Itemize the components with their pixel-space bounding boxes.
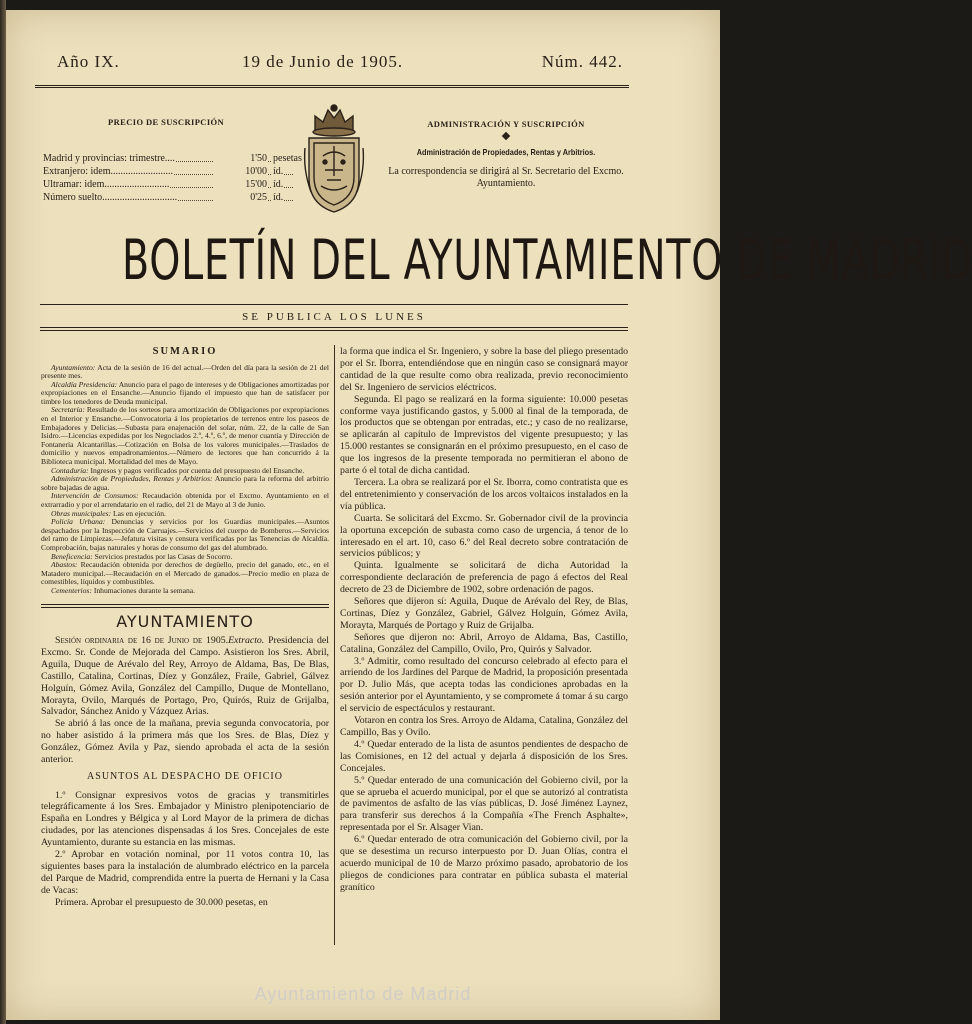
asuntos-heading: ASUNTOS AL DESPACHO DE OFICIO (87, 771, 283, 782)
agenda-item: Señores que dijeron no: Abril, Arroyo de Aldama, Bas, Castillo, Catalina, González del Campillo, Ovilo, Pro, Quirós y Salvador. (340, 631, 628, 655)
summary-paragraph: Beneficencia: Servicios prestados por las Casas de Socorro. (51, 551, 233, 561)
masthead (35, 48, 629, 88)
summary-paragraph: Administración de Propiedades, Rentas y Arbitrios: Anuncio para la reforma del arbitrio sobre bajadas de agua. (41, 474, 329, 492)
agenda-item: 2.º Aprobar en votación nominal, por 11 votos contra 10, las siguientes bases para la instalación de alumbrado eléctrico en la parcela del Parque de Madrid, comprendida entre la puerta de Hernani y la Casa de Vacas: (41, 849, 329, 896)
divider (41, 604, 329, 605)
agenda-item: 4.º Quedar enterado de la lista de asuntos pendientes de despacho de las Comisiones, en 12 del actual y dejarla á disposición de los Sres. Concejales. (340, 738, 628, 774)
summary-paragraph: Alcaldía Presidencia: Anuncio para el pago de intereses y de Obligaciones amortizadas por expropiaciones en el Ensanche.—Anuncio fijando el impuesto que han de satisfacer por timbre los tenedores de Deuda municipal. (41, 379, 330, 406)
issue-year: Año IX. (57, 52, 120, 71)
summary-paragraph: Abastos: Recaudación obtenida por derechos de degüello, precio del ganado, etc., en el Matadero municipal.—Recaudación en el Mercado de ganados.—Precio medio en plaza de comestibles, líquidos y combustibles. (41, 560, 329, 587)
price-unit: pesetas (273, 153, 302, 164)
price-value: 1'50 (213, 152, 267, 165)
issue-number: Núm. 442. (541, 52, 623, 71)
section-title: AYUNTAMIENTO (116, 611, 254, 631)
session-paragraph: Se abrió á las once de la mañana, previa segunda convocatoria, por no haber asistido á la primera más que los Sres. de Blas, Díez y González, Gómez Avila y Paz, siendo aprobada el acta de la sesión anterior. (41, 718, 329, 766)
agenda-item: Quinta. Igualmente se solicitará de dicha Autoridad la correspondiente declaración de preferencia de pago á efectos del Real decreto de 23 de Diciembre de 1902, sobre ordenación de pagos. (340, 560, 628, 596)
price-unit: íd. (273, 192, 284, 203)
summary-paragraph: Contaduría: Ingresos y pagos verificados por cuenta del presupuesto del Ensanche. (51, 465, 305, 475)
price-row (43, 191, 293, 204)
price-value: 10'00 (213, 165, 267, 178)
price-label: Ultramar: idem.......................... (43, 179, 170, 190)
agenda-item: Tercera. La obra se realizará por el Sr. Iborra, como contratista que es del entretenimiento y conservación de los arcos voltaicos instalados en la vía pública. (340, 476, 628, 512)
price-row (43, 178, 293, 191)
session-paragraph: Sesión ordinaria de 16 de Junio de 1905.Extracto. Presidencia del Excmo. Sr. Conde de Mejorada del Campo. Asistieron los Sres. Abril, Aguila, Duque de Arévalo del Rey, Arroyo de Aldama, Bas, De Blas, Castillo, Catalina, Cortinas, Díez y González, Fraile, Gabriel, Gálvez Holguín, Gómez Avila, González del Campillo, Duque de Montellano, Morayta, Ovilo, Marqués de Portago, Pro, Quirós, Ruiz de Grijalba, Salvador, Sánchez Anido y Vázquez Arias. (41, 635, 329, 718)
divider (40, 327, 628, 328)
summary-paragraph: Secretaría: Resultado de los sorteos para amortización de Obligaciones por expropiaciones en el Interior y Ensanche.—Convocatoria á los propietarios de terrenos entre los paseos de Embajadores y Delicias.—Subasta para enajenación del solar, núm. 22, de la calle de San Isidro.—Licencias expedidas por los Negociados 2.º, 4.º, 6.º, de menor cuantía y Dirección de Fontanería Alcantarillas.—Cotización en Bolsa de los valores municipales.—Traslados de domicilio y nuevos empadronamientos.—Número de lectores que han concurrido á la Biblioteca municipal. Mortalidad del mes de Mayo. (41, 405, 329, 467)
sumario-heading: SUMARIO (152, 346, 218, 357)
agenda-item: Votaron en contra los Sres. Arroyo de Aldama, Catalina, González del Campillo, Bas y Ovilo. (340, 715, 628, 738)
price-table (43, 152, 302, 204)
price-label: Extranjero: idem......................... (43, 166, 173, 177)
agenda-item: Señores que dijeron sí: Aguila, Duque de Arévalo del Rey, de Blas, Cortinas, Díez y González, Gabriel, Gálvez Holguín, Gómez Avila, Morayta, Marqués de Portago y Ruiz de Grijalba. (340, 596, 628, 631)
admin-title: ADMINISTRACIÓN Y SUSCRIPCIÓN (427, 119, 585, 129)
agenda-item: Primera. Aprobar el presupuesto de 30.000 pesetas, en (55, 896, 268, 908)
agenda-item: 3.º Admitir, como resultado del concurso celebrado al efecto para el arriendo de los Jardines del Parque de Madrid, la proposición presentada por D. Julio Más, que acepta todas las condiciones aprobadas en la sesión anterior por el Ayuntamiento, y se compromete á tomar á su cargo el servicio de espectáculos y restaurant. (340, 655, 628, 715)
summary-paragraph: Ayuntamiento: Acta de la sesión de 16 del actual.—Orden del día para la sesión de 21 del presente mes. (41, 362, 329, 381)
publication-note: SE PUBLICA LOS LUNES (242, 311, 426, 323)
price-label: Madrid y provincias: trimestre.... (43, 153, 175, 164)
watermark-footer: Ayuntamiento de Madrid (254, 984, 472, 1004)
ornament-diamond-icon (502, 132, 510, 140)
issue-date: 19 de Junio de 1905. (242, 52, 404, 71)
price-unit: íd. (273, 179, 284, 190)
admin-subtitle: Administración de Propiedades, Rentas y Arbitrios. (416, 147, 596, 157)
madrid-coat-of-arms-icon (301, 100, 367, 216)
divider (40, 330, 628, 331)
agenda-item: 5.º Quedar enterado de una comunicación del Gobierno civil, por la que se aprueba el acuerdo municipal, por el que se autorizó al contratista de pavimentos de asfalto de las vías públicas, D. José Jiménez Laynez, para transferir sus derechos á la Compañía «The French Asphalte», representada por el Sr. Alsager Vian. (340, 774, 628, 834)
agenda-item: 6.º Quedar enterado de otra comunicación del Gobierno civil, por la que se desestima un recurso interpuesto por D. Juan Olías, contra el acuerdo municipal de 10 de Marzo próximo pasado, aprobatorio de los pliegos de condiciones para contratar en pública subasta el material granítico (340, 834, 628, 893)
agenda-item: la forma que indica el Sr. Ingeniero, y sobre la base del pliego presentado por el Sr. Iborra, entendiéndose que en ningún caso se consignará mayor cantidad de la que resulte como obra realizada, previo reconocimiento del Sr. Ingeniero de servicios eléctricos. (340, 346, 628, 393)
price-unit: íd. (273, 166, 284, 177)
subscription-title: PRECIO DE SUSCRIPCIÓN (108, 117, 225, 127)
right-column (340, 346, 628, 894)
agenda-item: 1.º Consignar expresivos votos de gracias y transmitirles telegráficamente á los Sres. Embajador y Ministro plenipotenciario de España en Londres y Bélgica y al Lord Mayor de la primera de dichas ciudades, por las atenciones dispensadas á los Sres. Concejales de este Ayuntamiento, durante su estancia en las mismas. (41, 789, 329, 849)
price-value: 0'25 (213, 191, 267, 204)
left-column (41, 346, 329, 909)
summary-paragraph: Policía Urbana: Denuncias y servicios por los Guardias municipales.—Asuntos despachados por la Inspección de Carruajes.—Servicios del cuerpo de Bomberos.—Servicios del ramo de Limpiezas.—Jefatura visitas y censura verificadas por las Tenencias de Alcaldía. Comprobación, bajas naturales y horas de consumo del gas del alumbrado. (41, 517, 329, 552)
agenda-item: Segunda. El pago se realizará en la forma siguiente: 10.000 pesetas conforme vaya justificando gastos, y 5.000 al final de la temporada, de los productos que se obtengan por entradas, etc.; y caso de no realizarse, se aplicarán al capítulo de Imprevistos del vigente presupuesto; y las 15.000 restantes se consignarán en el próximo presupuesto, en el caso de que los ingresos de la presente temporada no permitieran el abono de parte ó el total de dicha cantidad. (340, 393, 628, 477)
price-row (43, 165, 293, 178)
price-value: 15'00 (213, 178, 267, 191)
administration-block (382, 119, 630, 190)
price-label: Número suelto.............................. (43, 192, 178, 203)
summary-paragraph: Cementerios: Inhumaciones durante la semana. (51, 585, 196, 595)
divider (41, 607, 329, 608)
newspaper-title: BOLETÍN DEL AYUNTAMIENTO DE MADRID (121, 228, 972, 292)
agenda-item: Cuarta. Se solicitará del Excmo. Sr. Gobernador civil de la provincia la oportuna excepción de subasta como caso de urgencia, á tenor de lo interesado en el art. 10, caso 6.º del Real decreto sobre contratación de servicios públicos; y (340, 512, 628, 560)
summary-paragraph: Intervención de Consumos: Recaudación obtenida por el Excmo. Ayuntamiento en el extrarradio y por el arrendatario en el radio, del 21 de Mayo al 3 de Junio. (41, 491, 330, 509)
admin-note: La correspondencia se dirigirá al Sr. Secretario del Excmo. Ayuntamiento. (388, 166, 624, 189)
summary-paragraph: Obras municipales: Las en ejecución. (51, 508, 166, 518)
price-row (43, 152, 302, 165)
divider (40, 304, 628, 305)
column-divider (334, 345, 335, 945)
